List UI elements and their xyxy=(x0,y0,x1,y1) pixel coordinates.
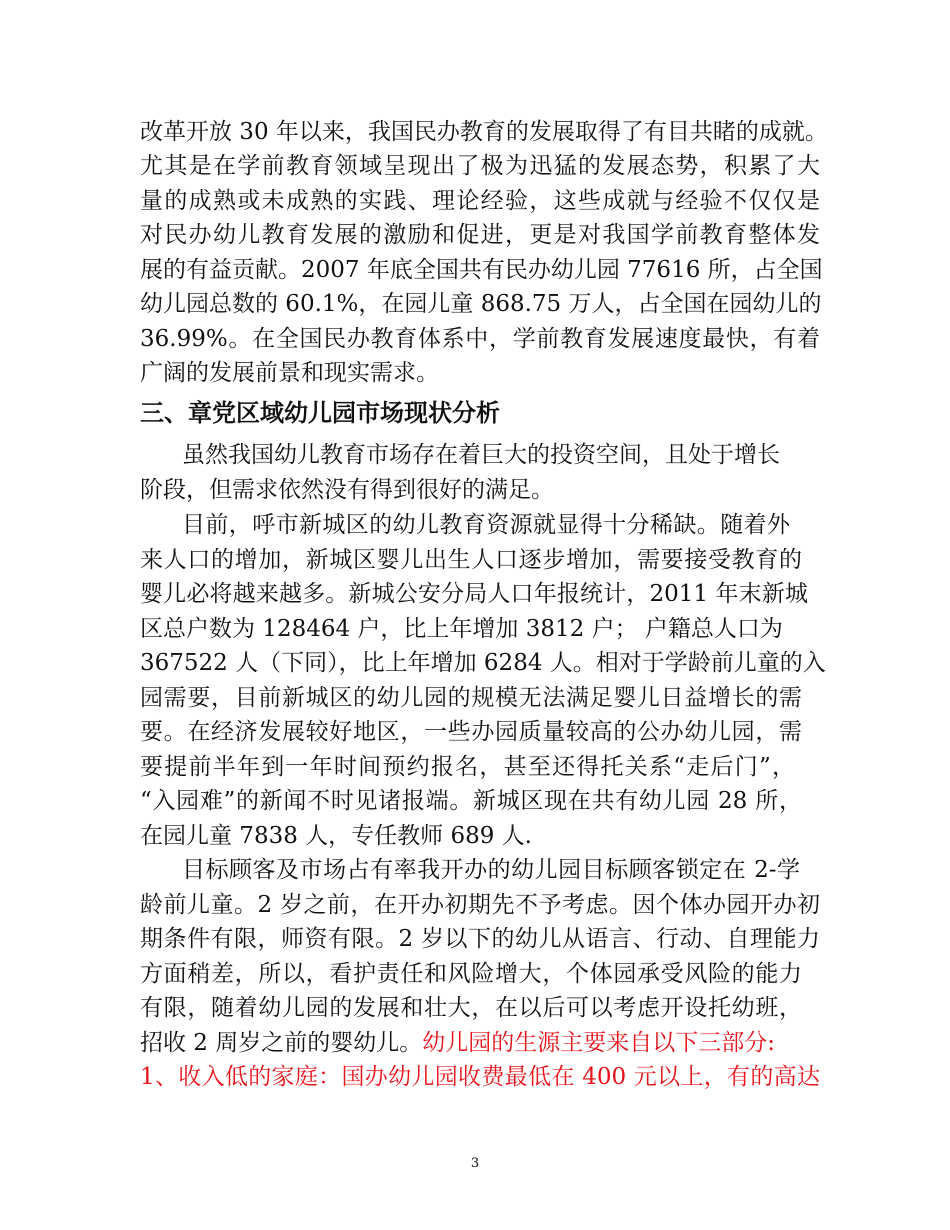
text-line: 在园儿童 7838 人，专任教师 689 人. xyxy=(140,823,532,849)
text-line-highlighted: 1、收入低的家庭：国办幼儿园收费最低在 400 元以上，有的高达 xyxy=(140,1064,820,1090)
text-line: 要提前半年到一年时间预约报名，甚至还得托关系“走后门”， xyxy=(140,754,795,780)
text-line: 367522 人（下同），比上年增加 6284 人。相对于学龄前儿童的入 xyxy=(140,650,826,676)
text-line: 虽然我国幼儿教育市场存在着巨大的投资空间，且处于增长 xyxy=(182,442,780,468)
text-line: 目标顾客及市场占有率我开办的幼儿园目标顾客锁定在 2-学 xyxy=(182,857,800,883)
text-line: 36.99%。在全国民办教育体系中，学前教育发展速度最快，有着 xyxy=(140,326,820,352)
section-heading: 三、章党区域幼儿园市场现状分析 xyxy=(140,399,500,427)
text-line: 量的成熟或未成熟的实践、理论经验，这些成就与经验不仅仅是 xyxy=(140,188,820,214)
text-line: 园需要，目前新城区的幼儿园的规模无法满足婴儿日益增长的需 xyxy=(140,685,802,711)
text-line: 展的有益贡献。2007 年底全国共有民办幼儿园 77616 所，占全国 xyxy=(140,257,823,283)
text-normal: 招收 2 周岁之前的婴幼儿。 xyxy=(140,1030,423,1056)
text-line: 来人口的增加，新城区婴儿出生人口逐步增加，需要接受教育的 xyxy=(140,547,802,573)
text-line: 要。在经济发展较好地区，一些办园质量较高的公办幼儿园，需 xyxy=(140,719,802,745)
text-line: 阶段，但需求依然没有得到很好的满足。 xyxy=(140,477,554,503)
text-line: 改革开放 30 年以来，我国民办教育的发展取得了有目共睹的成就。 xyxy=(140,119,828,145)
text-line: “入园难”的新闻不时见诸报端。新城区现在共有幼儿园 28 所， xyxy=(140,788,802,814)
text-line: 目前，呼市新城区的幼儿教育资源就显得十分稀缺。随着外 xyxy=(182,512,790,538)
text-line xyxy=(140,1028,820,1058)
text-line: 方面稍差，所以，看护责任和风险增大，个体园承受风险的能力 xyxy=(140,961,802,987)
text-line: 对民办幼儿教育发展的激励和促进，更是对我国学前教育整体发 xyxy=(140,222,820,248)
page-number: 3 xyxy=(470,1156,480,1171)
text-highlighted: 幼儿园的生源主要来自以下三部分: xyxy=(422,1030,776,1056)
text-line: 有限，随着幼儿园的发展和壮大，在以后可以考虑开设托幼班， xyxy=(140,995,802,1021)
text-line: 幼儿园总数的 60.1%，在园儿童 868.75 万人，占全国在园幼儿的 xyxy=(140,291,822,317)
text-line: 期条件有限，师资有限。2 岁以下的幼儿从语言、行动、自理能力 xyxy=(140,926,820,952)
text-line: 龄前儿童。2 岁之前，在开办初期先不予考虑。因个体办园开办初 xyxy=(140,892,820,918)
text-line: 广阔的发展前景和现实需求。 xyxy=(140,360,439,386)
text-line: 尤其是在学前教育领域呈现出了极为迅猛的发展态势，积累了大 xyxy=(140,153,820,179)
text-line: 区总户数为 128464 户，比上年增加 3812 户； 户籍总人口为 xyxy=(140,616,783,642)
text-line: 婴儿必将越来越多。新城公安分局人口年报统计，2011 年末新城 xyxy=(140,581,808,607)
